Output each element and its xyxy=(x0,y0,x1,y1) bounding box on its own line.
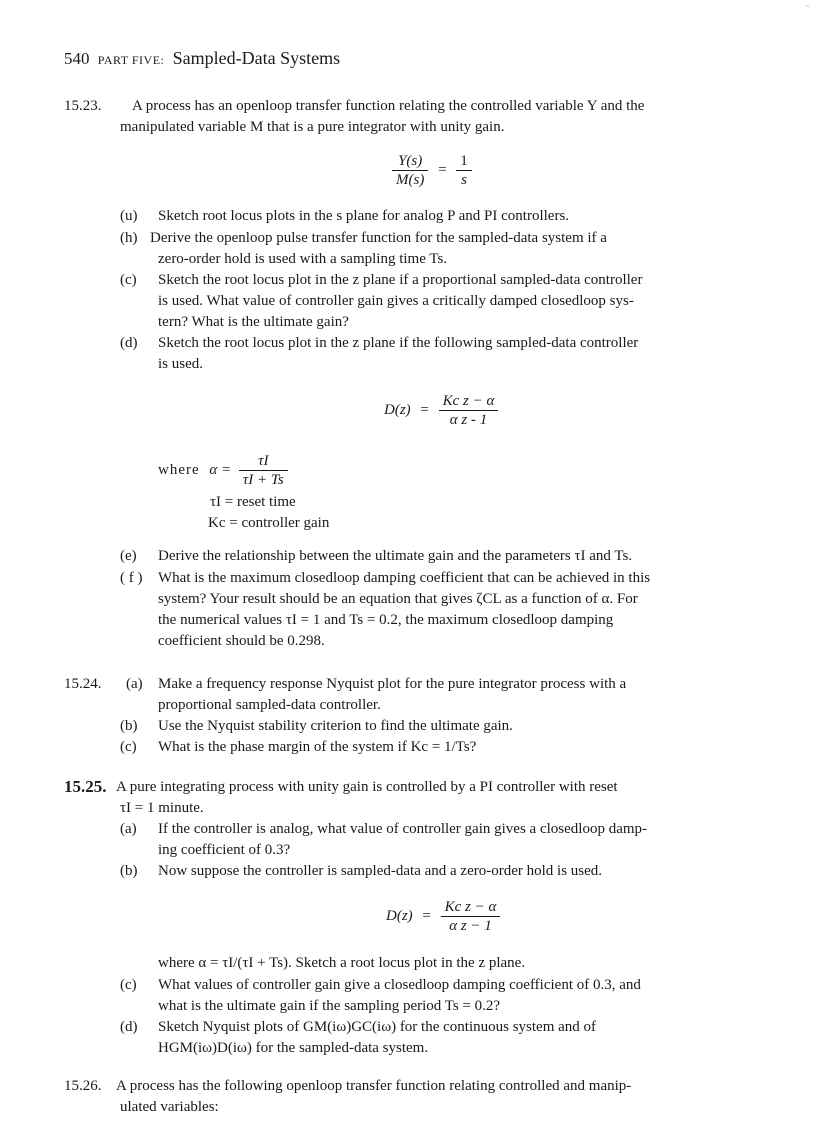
p1525-eq-lhs: D(z) xyxy=(386,907,413,924)
eq-rhs-numerator: 1 xyxy=(456,152,472,171)
p1524-b-label: (b) xyxy=(120,718,138,734)
item-f-text-2: system? Your result should be an equation that gives ζCL as a function of α. For xyxy=(158,591,638,607)
eq-rhs-denominator: s xyxy=(461,172,467,188)
p1525-intro-1: A pure integrating process with unity gain is controlled by a PI controller with reset xyxy=(116,779,618,795)
p1526-intro-1: A process has the following openloop transfer function relating controlled and manip- xyxy=(116,1078,632,1094)
p1524-c-text: What is the phase margin of the system if Kc = 1/Ts? xyxy=(158,739,477,755)
page-number: 540 xyxy=(64,49,90,68)
p1524-a-text-1: Make a frequency response Nyquist plot for the pure integrator process with a xyxy=(158,676,627,692)
p1524-a-label: (a) xyxy=(126,676,143,692)
eq-numerator: Y(s) xyxy=(392,152,428,171)
item-c-text-3: tern? What is the ultimate gain? xyxy=(158,314,349,330)
alpha-label: α = xyxy=(209,461,232,478)
chapter-title: Sampled-Data Systems xyxy=(172,48,341,68)
where-label: where xyxy=(158,461,200,478)
d-eq-denominator: α z - 1 xyxy=(449,412,488,428)
where-alpha xyxy=(158,452,288,489)
eq-denominator: M(s) xyxy=(396,172,425,188)
equation-p1525-controller: D(z) = $\frac{\text{Kc z − α}}{\text{α z − 1}}$ xyxy=(386,898,500,935)
p1525-d-label: (d) xyxy=(120,1019,138,1035)
p1524-b-text: Use the Nyquist stability criterion to find the ultimate gain. xyxy=(158,718,513,734)
equation-controller-d: D(z) = $\frac{\text{Kc z − α}}{\text{α z - 1}}$ xyxy=(384,392,498,429)
item-b-text-1: Derive the openloop pulse transfer function for the sampled-data system if a xyxy=(150,230,607,246)
item-c-label: (c) xyxy=(120,272,137,288)
p1524-c-label: (c) xyxy=(120,739,137,755)
item-b-text-2: zero-order hold is used with a sampling time Ts. xyxy=(158,251,448,267)
alpha-denominator: τI + Ts xyxy=(242,472,284,488)
alpha-numerator: τI xyxy=(239,452,288,471)
problem-15-23-intro-line2: manipulated variable M that is a pure integrator with unity gain. xyxy=(120,119,505,135)
item-f-text-3: the numerical values τI = 1 and Ts = 0.2, the maximum closedloop damping xyxy=(158,612,614,628)
p1525-eq-denominator: α z − 1 xyxy=(449,918,492,934)
p1525-c-text-2: what is the ultimate gain if the sampling period Ts = 0.2? xyxy=(158,998,501,1014)
p1525-a-text-1: If the controller is analog, what value of controller gain gives a closedloop damp- xyxy=(158,821,648,837)
problem-15-23-number: 15.23. xyxy=(64,98,102,114)
problem-15-26-number: 15.26. xyxy=(64,1078,102,1094)
p1524-a-text-2: proportional sampled-data controller. xyxy=(158,697,381,713)
item-f-text-1: What is the maximum closedloop damping coefficient that can be achieved in this xyxy=(158,570,651,586)
equation-transfer-function: $\frac{Y(s)}{M(s)}$ = $\frac{1}{s}$ xyxy=(392,152,472,189)
p1525-c-text-1: What values of controller gain give a closedloop damping coefficient of 0.3, and xyxy=(158,977,641,993)
item-c-text-1: Sketch the root locus plot in the z plane if a proportional sampled-data controller xyxy=(158,272,643,288)
d-eq-numerator: Kc z − α xyxy=(439,392,499,411)
item-f-label: ( f ) xyxy=(120,570,143,586)
d-eq-lhs: D(z) xyxy=(384,401,411,418)
p1525-d-text-1: Sketch Nyquist plots of GM(iω)GC(iω) for the continuous system and of xyxy=(158,1019,597,1035)
definition-reset-time: τI = reset time xyxy=(210,494,296,510)
item-c-text-2: is used. What value of controller gain gives a critically damped closedloop sys- xyxy=(158,293,634,309)
p1525-where-line: where α = τI/(τI + Ts). Sketch a root locus plot in the z plane. xyxy=(158,955,526,971)
p1525-eq-numerator: Kc z − α xyxy=(441,898,501,917)
page-header xyxy=(64,48,340,69)
p1525-a-text-2: ing coefficient of 0.3? xyxy=(158,842,291,858)
p1525-b-label: (b) xyxy=(120,863,138,879)
item-d-label: (d) xyxy=(120,335,138,351)
p1525-b-text: Now suppose the controller is sampled-data and a zero-order hold is used. xyxy=(158,863,603,879)
item-d-text-2: is used. xyxy=(158,356,203,372)
item-e-text: Derive the relationship between the ultimate gain and the parameters τI and Ts. xyxy=(158,548,633,564)
item-e-label: (e) xyxy=(120,548,137,564)
problem-15-25-number: 15.25. xyxy=(64,777,107,796)
p1525-c-label: (c) xyxy=(120,977,137,993)
p1525-d-text-2: HGM(iω)D(iω) for the sampled-data system. xyxy=(158,1040,429,1056)
item-b-label: (h) xyxy=(120,230,138,246)
problem-15-24-number: 15.24. xyxy=(64,676,102,692)
p1526-intro-2: ulated variables: xyxy=(120,1099,219,1115)
item-f-text-4: coefficient should be 0.298. xyxy=(158,633,325,649)
item-a-label: (u) xyxy=(120,208,138,224)
problem-15-23-intro-line1: A process has an openloop transfer function relating the controlled variable Y and the xyxy=(132,98,645,114)
definition-controller-gain: Kc = controller gain xyxy=(208,515,330,531)
p1525-intro-2: τI = 1 minute. xyxy=(120,800,204,816)
p1525-a-label: (a) xyxy=(120,821,137,837)
part-label: PART FIVE: xyxy=(97,53,165,67)
corner-mark: ~ xyxy=(805,2,810,11)
item-a-text: Sketch root locus plots in the s plane for analog P and PI controllers. xyxy=(158,208,570,224)
item-d-text-1: Sketch the root locus plot in the z plane if the following sampled-data controller xyxy=(158,335,639,351)
